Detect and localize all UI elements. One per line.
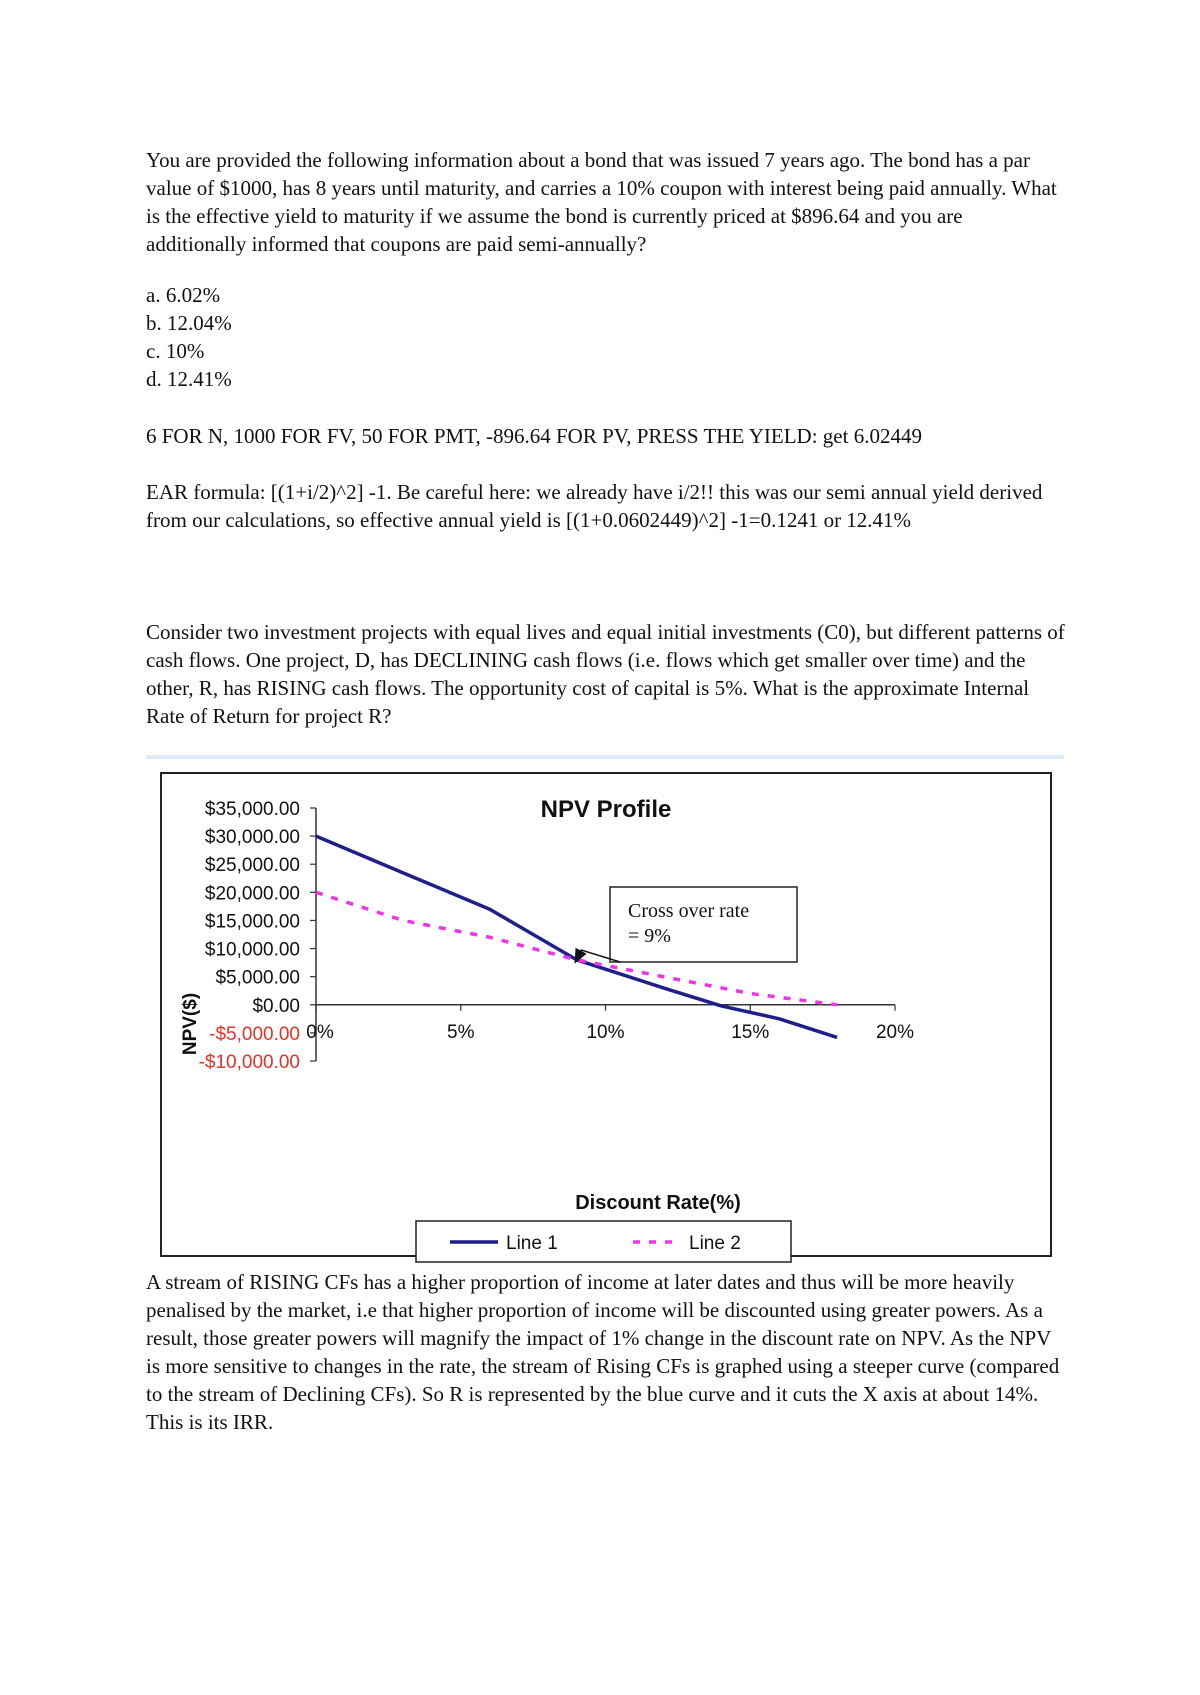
horizontal-divider [146, 755, 1064, 759]
question-2-explanation [146, 1268, 1066, 1436]
legend-label: Line 2 [689, 1233, 741, 1254]
y-tick-label: -$5,000.00 [209, 1023, 300, 1045]
question-1-paragraph: You are provided the following information about a bond that was issued 7 years ago. The bond has a par value of $1000, has 8 years until maturity, and carries a 10% coupon with interest being paid annually. What is the effective yield to maturity if we assume the bond is currently priced at $896.64 and you are additionally informed that coupons are paid semi-annually? [146, 148, 1057, 256]
legend-label: Line 1 [506, 1233, 558, 1254]
question-2-explanation-text: A stream of RISING CFs has a higher proportion of income at later dates and thus will be more heavily penalised by the market, i.e that higher proportion of income will be discounted using greater powers. As a result, those greater powers will magnify the impact of 1% change in the discount rate on NPV. As the NPV is more sensitive to changes in the rate, the stream of Rising CFs is graphed using a steeper curve (compared to the stream of Declining CFs). So R is represented by the blue curve and it cuts the X axis at about 14%. This is its IRR. [146, 1270, 1060, 1434]
question-2-paragraph: Consider two investment projects with equal lives and equal initial investments (C0), but different patterns of cash flows. One project, D, has DECLINING cash flows (i.e. flows which get smaller over time) and the other, R, has RISING cash flows. The opportunity cost of capital is 5%. What is the approximate Internal Rate of Return for project R? [146, 620, 1065, 728]
x-tick-label: 15% [731, 1021, 770, 1043]
ear-explanation [146, 478, 1066, 534]
x-tick-label: 5% [447, 1021, 475, 1043]
option-c: c. 10% [146, 339, 205, 363]
y-tick-label: $0.00 [252, 995, 300, 1017]
y-tick-label: $25,000.00 [204, 855, 300, 877]
y-tick-label: -$10,000.00 [198, 1052, 300, 1073]
x-axis-label: Discount Rate(%) [575, 1192, 741, 1214]
question-2-text [146, 618, 1066, 730]
callout-text: Cross over rate [628, 900, 750, 922]
y-tick-label: $30,000.00 [204, 827, 300, 849]
y-tick-label: $15,000.00 [204, 911, 300, 933]
option-a: a. 6.02% [146, 283, 221, 307]
y-tick-label: $5,000.00 [215, 967, 300, 989]
x-tick-label: 20% [875, 1021, 915, 1043]
question-1-text [146, 146, 1066, 258]
y-tick-label: $10,000.00 [204, 939, 300, 961]
option-d: d. 12.41% [146, 367, 232, 391]
answer-options [146, 281, 1066, 393]
y-axis-label: NPV($) [180, 992, 201, 1056]
calculator-steps [146, 422, 1066, 450]
x-tick-label: 10% [586, 1021, 625, 1043]
x-tick-label: 0% [306, 1021, 334, 1043]
chart-title: NPV Profile [540, 796, 672, 823]
y-tick-label: $20,000.00 [204, 883, 300, 905]
ear-explanation-text: EAR formula: [(1+i/2)^2] -1. Be careful here: we already have i/2!! this was our semi annual yield derived from our calculations, so effective annual yield is [(1+0.0602449)^2] -1=0.1241 or 12.41% [146, 480, 1043, 532]
y-tick-label: $35,000.00 [204, 799, 300, 820]
chart-legend [416, 1221, 791, 1262]
callout-text: = 9% [628, 925, 671, 947]
npv-profile-chart [160, 772, 1052, 1257]
calculator-steps-text: 6 FOR N, 1000 FOR FV, 50 FOR PMT, -896.64 FOR PV, PRESS THE YIELD: get 6.02449 [146, 424, 922, 448]
option-b: b. 12.04% [146, 311, 232, 335]
